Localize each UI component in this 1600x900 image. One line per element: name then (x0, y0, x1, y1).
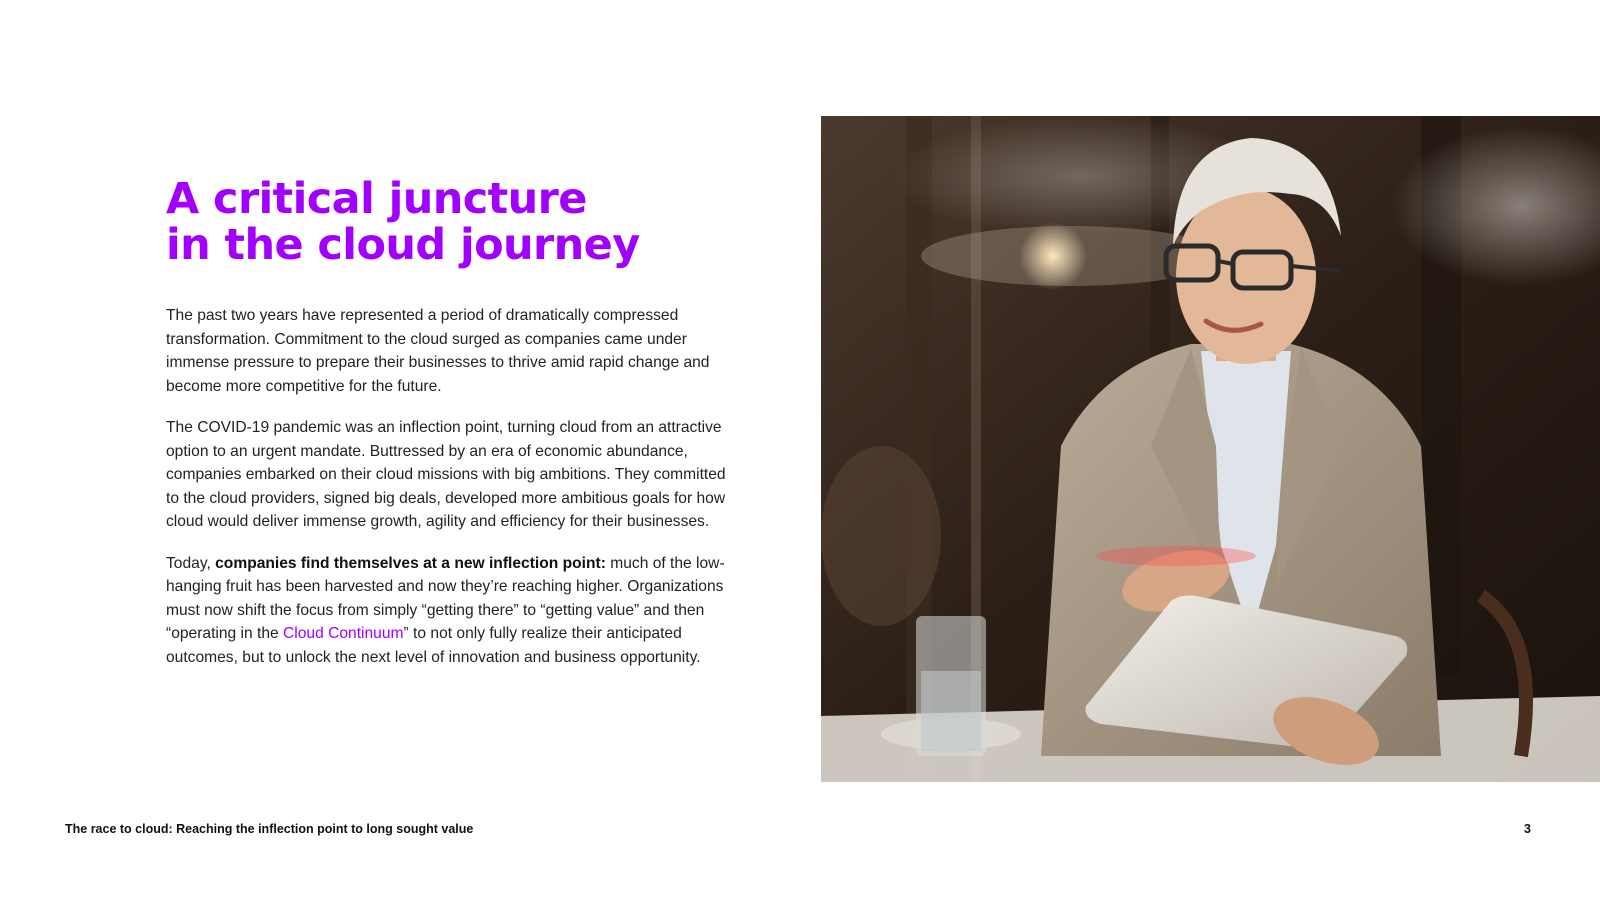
page-title-line-2: in the cloud journey (166, 220, 640, 270)
page-number: 3 (1524, 822, 1531, 836)
paragraph-3-tail: ” to not only fully realize their anticipated outcomes, but to unlock the next level of innovation and business opportunity. (166, 625, 701, 666)
paragraph-3-emphasis: companies find themselves at a new inflection point: (215, 554, 606, 572)
cloud-continuum-link[interactable]: Cloud Continuum (283, 625, 404, 642)
paragraph-3-lead: Today, (166, 554, 216, 572)
footer-document-title: The race to cloud: Reaching the inflection point to long sought value (65, 822, 474, 836)
paragraph-2: The COVID-19 pandemic was an inflection point, turning cloud from an attractive option to an urgent mandate. Buttressed by an era of economic abundance, companies embarked on their cloud missions with big ambitions. They committed to the cloud providers, signed big deals, developed more ambitious goals for how cloud would deliver immense growth, agility and efficiency for their businesses. (166, 419, 726, 530)
page-title-line-1: A critical juncture (166, 174, 587, 224)
woman-with-tablet-illustration (821, 116, 1600, 782)
page-title (166, 176, 766, 268)
hero-photo (821, 116, 1600, 782)
paragraph-3 (166, 552, 726, 670)
paragraph-3-mid: much of the low-hanging fruit has been harvested and now they’re reaching higher. Organizations must now shift the focus from simply “getting there” to “getting value” and then “operating in the (166, 554, 725, 642)
body-text (166, 304, 726, 687)
paragraph-1: The past two years have represented a period of dramatically compressed transformation. Commitment to the cloud surged as companies came under immense pressure to prepare their businesses to thrive amid rapid change and become more competitive for the future. (166, 307, 710, 395)
